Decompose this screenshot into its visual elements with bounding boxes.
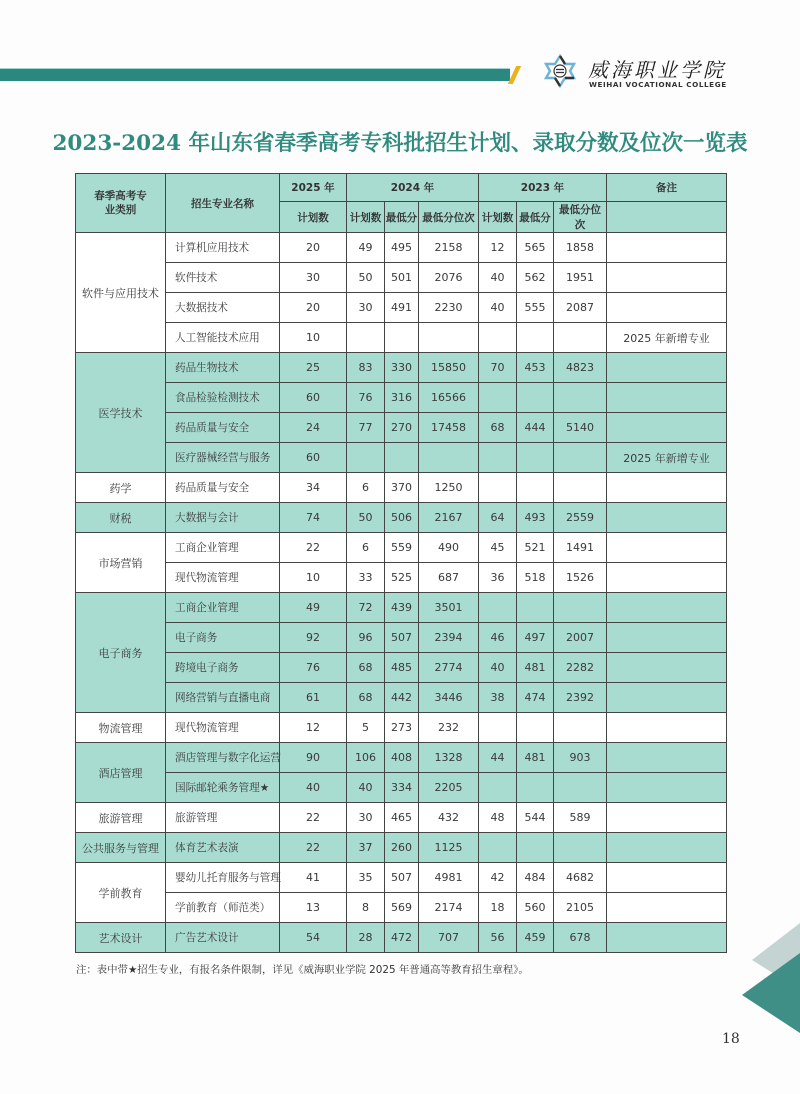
plan-2024-cell: 83 bbox=[347, 353, 385, 383]
min-rank-2023-cell: 678 bbox=[554, 923, 607, 953]
min-score-2023-cell bbox=[517, 473, 554, 503]
major-cell: 医疗器械经营与服务 bbox=[166, 443, 280, 473]
major-cell: 计算机应用技术 bbox=[166, 233, 280, 263]
min-rank-2024-cell: 2076 bbox=[419, 263, 479, 293]
min-rank-2024-cell bbox=[419, 443, 479, 473]
plan-2024-cell: 50 bbox=[347, 263, 385, 293]
min-score-2024-cell: 439 bbox=[385, 593, 419, 623]
header-2024: 2024 年 bbox=[347, 174, 479, 202]
table-row bbox=[76, 743, 727, 773]
min-score-2024-cell: 273 bbox=[385, 713, 419, 743]
plan-2025-cell: 10 bbox=[280, 323, 347, 353]
min-rank-2024-cell: 2205 bbox=[419, 773, 479, 803]
plan-2024-cell: 35 bbox=[347, 863, 385, 893]
plan-2023-cell: 70 bbox=[479, 353, 517, 383]
remark-cell bbox=[607, 593, 727, 623]
logo-english-name: WEIHAI VOCATIONAL COLLEGE bbox=[589, 80, 727, 89]
min-score-2023-cell bbox=[517, 833, 554, 863]
min-rank-2024-cell: 2158 bbox=[419, 233, 479, 263]
plan-2025-cell: 22 bbox=[280, 833, 347, 863]
remark-cell bbox=[607, 743, 727, 773]
plan-2024-cell: 50 bbox=[347, 503, 385, 533]
remark-cell bbox=[607, 623, 727, 653]
plan-2023-cell: 36 bbox=[479, 563, 517, 593]
plan-2024-cell: 37 bbox=[347, 833, 385, 863]
plan-2025-cell: 30 bbox=[280, 263, 347, 293]
plan-2023-cell bbox=[479, 833, 517, 863]
min-rank-2024-cell: 2174 bbox=[419, 893, 479, 923]
major-cell: 药品质量与安全 bbox=[166, 413, 280, 443]
min-rank-2024-cell: 2230 bbox=[419, 293, 479, 323]
college-logo bbox=[543, 52, 733, 92]
plan-2023-cell bbox=[479, 473, 517, 503]
min-rank-2023-cell bbox=[554, 323, 607, 353]
min-rank-2023-cell: 4823 bbox=[554, 353, 607, 383]
remark-cell bbox=[607, 563, 727, 593]
admission-table bbox=[75, 173, 727, 953]
plan-2025-cell: 74 bbox=[280, 503, 347, 533]
category-cell: 药学 bbox=[76, 473, 166, 503]
plan-2024-cell: 68 bbox=[347, 653, 385, 683]
table-row bbox=[76, 893, 727, 923]
min-rank-2024-cell: 687 bbox=[419, 563, 479, 593]
min-rank-2023-cell: 5140 bbox=[554, 413, 607, 443]
min-score-2024-cell: 316 bbox=[385, 383, 419, 413]
plan-2023-cell bbox=[479, 713, 517, 743]
min-rank-2024-cell: 1328 bbox=[419, 743, 479, 773]
plan-2023-cell: 56 bbox=[479, 923, 517, 953]
page-title: 2023-2024 年山东省春季高考专科批招生计划、录取分数及位次一览表 bbox=[52, 131, 748, 156]
major-cell: 酒店管理与数字化运营 bbox=[166, 743, 280, 773]
min-rank-2023-cell: 4682 bbox=[554, 863, 607, 893]
major-cell: 药品生物技术 bbox=[166, 353, 280, 383]
min-rank-2024-cell: 3446 bbox=[419, 683, 479, 713]
min-rank-2024-cell: 2394 bbox=[419, 623, 479, 653]
min-score-2023-cell: 521 bbox=[517, 533, 554, 563]
min-score-2023-cell: 544 bbox=[517, 803, 554, 833]
min-rank-2023-cell: 2392 bbox=[554, 683, 607, 713]
min-score-2023-cell: 481 bbox=[517, 743, 554, 773]
category-cell: 财税 bbox=[76, 503, 166, 533]
min-rank-2024-cell: 2774 bbox=[419, 653, 479, 683]
plan-2024-cell: 72 bbox=[347, 593, 385, 623]
footnote: 注：表中带★招生专业，有报名条件限制，详见《威海职业学院 2025 年普通高等教育招生章程》。 bbox=[76, 964, 529, 976]
table-row bbox=[76, 623, 727, 653]
remark-cell bbox=[607, 293, 727, 323]
remark-cell bbox=[607, 353, 727, 383]
min-rank-2024-cell bbox=[419, 323, 479, 353]
header-remark-sub bbox=[607, 202, 727, 233]
min-rank-2023-cell: 1526 bbox=[554, 563, 607, 593]
plan-2024-cell: 96 bbox=[347, 623, 385, 653]
header-2023-plan: 计划数 bbox=[479, 202, 517, 233]
min-rank-2023-cell bbox=[554, 833, 607, 863]
table-row bbox=[76, 713, 727, 743]
plan-2025-cell: 12 bbox=[280, 713, 347, 743]
min-rank-2023-cell: 2282 bbox=[554, 653, 607, 683]
table-row bbox=[76, 563, 727, 593]
min-rank-2023-cell bbox=[554, 473, 607, 503]
min-score-2023-cell bbox=[517, 443, 554, 473]
major-cell: 体育艺术表演 bbox=[166, 833, 280, 863]
remark-cell bbox=[607, 803, 727, 833]
category-cell: 旅游管理 bbox=[76, 803, 166, 833]
plan-2024-cell: 76 bbox=[347, 383, 385, 413]
table-row bbox=[76, 443, 727, 473]
header-major: 招生专业名称 bbox=[166, 174, 280, 233]
min-score-2024-cell: 370 bbox=[385, 473, 419, 503]
plan-2023-cell: 68 bbox=[479, 413, 517, 443]
min-score-2024-cell bbox=[385, 323, 419, 353]
plan-2023-cell: 64 bbox=[479, 503, 517, 533]
min-score-2023-cell: 453 bbox=[517, 353, 554, 383]
table-row bbox=[76, 293, 727, 323]
table-row bbox=[76, 653, 727, 683]
remark-cell bbox=[607, 773, 727, 803]
min-score-2023-cell: 555 bbox=[517, 293, 554, 323]
header-2024-plan: 计划数 bbox=[347, 202, 385, 233]
min-score-2024-cell: 442 bbox=[385, 683, 419, 713]
min-rank-2023-cell bbox=[554, 593, 607, 623]
min-score-2023-cell bbox=[517, 713, 554, 743]
remark-cell bbox=[607, 533, 727, 563]
min-score-2023-cell bbox=[517, 323, 554, 353]
plan-2024-cell: 8 bbox=[347, 893, 385, 923]
plan-2025-cell: 13 bbox=[280, 893, 347, 923]
plan-2025-cell: 40 bbox=[280, 773, 347, 803]
table-body bbox=[76, 233, 727, 953]
header-2024-min-rank: 最低分位次 bbox=[419, 202, 479, 233]
remark-cell bbox=[607, 683, 727, 713]
table-row bbox=[76, 773, 727, 803]
plan-2023-cell bbox=[479, 443, 517, 473]
min-rank-2023-cell bbox=[554, 443, 607, 473]
min-rank-2024-cell: 1250 bbox=[419, 473, 479, 503]
min-score-2024-cell bbox=[385, 443, 419, 473]
plan-2025-cell: 41 bbox=[280, 863, 347, 893]
remark-cell bbox=[607, 503, 727, 533]
table-row bbox=[76, 383, 727, 413]
plan-2023-cell: 38 bbox=[479, 683, 517, 713]
table-row bbox=[76, 533, 727, 563]
plan-2023-cell: 42 bbox=[479, 863, 517, 893]
major-cell: 学前教育（师范类） bbox=[166, 893, 280, 923]
min-score-2023-cell: 481 bbox=[517, 653, 554, 683]
plan-2024-cell: 33 bbox=[347, 563, 385, 593]
min-rank-2024-cell: 15850 bbox=[419, 353, 479, 383]
min-score-2023-cell: 459 bbox=[517, 923, 554, 953]
remark-cell bbox=[607, 713, 727, 743]
min-score-2024-cell: 260 bbox=[385, 833, 419, 863]
plan-2025-cell: 54 bbox=[280, 923, 347, 953]
plan-2025-cell: 60 bbox=[280, 443, 347, 473]
table-row bbox=[76, 803, 727, 833]
table-row bbox=[76, 503, 727, 533]
min-score-2024-cell: 472 bbox=[385, 923, 419, 953]
min-score-2023-cell: 560 bbox=[517, 893, 554, 923]
remark-cell bbox=[607, 413, 727, 443]
header-2024-min-score: 最低分 bbox=[385, 202, 419, 233]
min-score-2023-cell: 444 bbox=[517, 413, 554, 443]
plan-2023-cell: 44 bbox=[479, 743, 517, 773]
min-score-2023-cell bbox=[517, 773, 554, 803]
plan-2025-cell: 61 bbox=[280, 683, 347, 713]
header-2023: 2023 年 bbox=[479, 174, 607, 202]
min-score-2024-cell: 507 bbox=[385, 623, 419, 653]
plan-2025-cell: 34 bbox=[280, 473, 347, 503]
plan-2025-cell: 76 bbox=[280, 653, 347, 683]
remark-cell bbox=[607, 863, 727, 893]
min-rank-2024-cell: 17458 bbox=[419, 413, 479, 443]
major-cell: 国际邮轮乘务管理★ bbox=[166, 773, 280, 803]
category-cell: 物流管理 bbox=[76, 713, 166, 743]
remark-cell bbox=[607, 923, 727, 953]
min-rank-2023-cell: 1858 bbox=[554, 233, 607, 263]
plan-2024-cell: 40 bbox=[347, 773, 385, 803]
header-2023-min-score: 最低分 bbox=[517, 202, 554, 233]
plan-2024-cell: 30 bbox=[347, 293, 385, 323]
plan-2024-cell: 49 bbox=[347, 233, 385, 263]
major-cell: 广告艺术设计 bbox=[166, 923, 280, 953]
plan-2023-cell: 18 bbox=[479, 893, 517, 923]
remark-cell bbox=[607, 473, 727, 503]
plan-2023-cell: 45 bbox=[479, 533, 517, 563]
plan-2023-cell bbox=[479, 773, 517, 803]
plan-2023-cell bbox=[479, 323, 517, 353]
min-score-2023-cell bbox=[517, 383, 554, 413]
plan-2024-cell: 6 bbox=[347, 473, 385, 503]
plan-2025-cell: 60 bbox=[280, 383, 347, 413]
min-score-2024-cell: 465 bbox=[385, 803, 419, 833]
min-score-2024-cell: 491 bbox=[385, 293, 419, 323]
table-row bbox=[76, 683, 727, 713]
table-row bbox=[76, 353, 727, 383]
min-score-2023-cell: 474 bbox=[517, 683, 554, 713]
major-cell: 工商企业管理 bbox=[166, 533, 280, 563]
min-rank-2024-cell: 2167 bbox=[419, 503, 479, 533]
min-score-2024-cell: 485 bbox=[385, 653, 419, 683]
min-rank-2023-cell: 2007 bbox=[554, 623, 607, 653]
min-score-2024-cell: 525 bbox=[385, 563, 419, 593]
plan-2025-cell: 22 bbox=[280, 803, 347, 833]
header-category: 春季高考专业类别 bbox=[76, 174, 166, 233]
table-row bbox=[76, 923, 727, 953]
min-score-2024-cell: 569 bbox=[385, 893, 419, 923]
table-row bbox=[76, 323, 727, 353]
plan-2025-cell: 25 bbox=[280, 353, 347, 383]
category-cell: 电子商务 bbox=[76, 593, 166, 713]
min-rank-2023-cell: 903 bbox=[554, 743, 607, 773]
header-2025: 2025 年 bbox=[280, 174, 347, 202]
min-score-2023-cell: 562 bbox=[517, 263, 554, 293]
min-rank-2023-cell: 1951 bbox=[554, 263, 607, 293]
header-2025-plan: 计划数 bbox=[280, 202, 347, 233]
major-cell: 现代物流管理 bbox=[166, 563, 280, 593]
header-2023-min-rank: 最低分位次 bbox=[554, 202, 607, 233]
min-rank-2024-cell: 3501 bbox=[419, 593, 479, 623]
plan-2025-cell: 20 bbox=[280, 293, 347, 323]
major-cell: 婴幼儿托育服务与管理 bbox=[166, 863, 280, 893]
min-rank-2024-cell: 16566 bbox=[419, 383, 479, 413]
table-row bbox=[76, 863, 727, 893]
plan-2024-cell: 5 bbox=[347, 713, 385, 743]
remark-cell bbox=[607, 653, 727, 683]
min-rank-2023-cell: 2087 bbox=[554, 293, 607, 323]
category-cell: 学前教育 bbox=[76, 863, 166, 923]
college-emblem-icon bbox=[543, 54, 577, 88]
plan-2025-cell: 90 bbox=[280, 743, 347, 773]
header-bar bbox=[0, 68, 510, 81]
min-rank-2023-cell: 589 bbox=[554, 803, 607, 833]
min-score-2024-cell: 408 bbox=[385, 743, 419, 773]
min-rank-2023-cell bbox=[554, 383, 607, 413]
min-rank-2024-cell: 707 bbox=[419, 923, 479, 953]
major-cell: 跨境电子商务 bbox=[166, 653, 280, 683]
category-cell: 公共服务与管理 bbox=[76, 833, 166, 863]
plan-2023-cell: 40 bbox=[479, 293, 517, 323]
min-score-2024-cell: 495 bbox=[385, 233, 419, 263]
logo-chinese-name: 威海职业学院 bbox=[588, 58, 726, 82]
major-cell: 药品质量与安全 bbox=[166, 473, 280, 503]
plan-2023-cell: 40 bbox=[479, 653, 517, 683]
table-row bbox=[76, 413, 727, 443]
category-cell: 艺术设计 bbox=[76, 923, 166, 953]
table-row bbox=[76, 473, 727, 503]
min-score-2024-cell: 270 bbox=[385, 413, 419, 443]
plan-2025-cell: 20 bbox=[280, 233, 347, 263]
major-cell: 大数据与会计 bbox=[166, 503, 280, 533]
plan-2025-cell: 49 bbox=[280, 593, 347, 623]
plan-2024-cell bbox=[347, 323, 385, 353]
major-cell: 食品检验检测技术 bbox=[166, 383, 280, 413]
min-score-2024-cell: 507 bbox=[385, 863, 419, 893]
min-score-2023-cell: 518 bbox=[517, 563, 554, 593]
min-score-2024-cell: 559 bbox=[385, 533, 419, 563]
min-rank-2024-cell: 232 bbox=[419, 713, 479, 743]
remark-cell bbox=[607, 263, 727, 293]
plan-2024-cell: 28 bbox=[347, 923, 385, 953]
plan-2025-cell: 24 bbox=[280, 413, 347, 443]
major-cell: 旅游管理 bbox=[166, 803, 280, 833]
table-row bbox=[76, 593, 727, 623]
plan-2024-cell: 106 bbox=[347, 743, 385, 773]
min-rank-2024-cell: 1125 bbox=[419, 833, 479, 863]
plan-2025-cell: 92 bbox=[280, 623, 347, 653]
remark-cell: 2025 年新增专业 bbox=[607, 323, 727, 353]
plan-2025-cell: 22 bbox=[280, 533, 347, 563]
plan-2024-cell: 68 bbox=[347, 683, 385, 713]
page-number: 18 bbox=[722, 1031, 740, 1047]
major-cell: 工商企业管理 bbox=[166, 593, 280, 623]
min-rank-2023-cell: 2105 bbox=[554, 893, 607, 923]
min-rank-2023-cell bbox=[554, 773, 607, 803]
min-score-2023-cell bbox=[517, 593, 554, 623]
decorative-triangles bbox=[720, 905, 800, 1035]
plan-2023-cell: 12 bbox=[479, 233, 517, 263]
plan-2024-cell: 6 bbox=[347, 533, 385, 563]
plan-2023-cell: 40 bbox=[479, 263, 517, 293]
remark-cell bbox=[607, 833, 727, 863]
category-cell: 市场营销 bbox=[76, 533, 166, 593]
major-cell: 现代物流管理 bbox=[166, 713, 280, 743]
min-score-2023-cell: 565 bbox=[517, 233, 554, 263]
plan-2023-cell: 48 bbox=[479, 803, 517, 833]
remark-cell bbox=[607, 233, 727, 263]
plan-2025-cell: 10 bbox=[280, 563, 347, 593]
table-row bbox=[76, 233, 727, 263]
table-row bbox=[76, 263, 727, 293]
min-rank-2023-cell bbox=[554, 713, 607, 743]
category-cell: 酒店管理 bbox=[76, 743, 166, 803]
plan-2024-cell: 77 bbox=[347, 413, 385, 443]
min-rank-2023-cell: 2559 bbox=[554, 503, 607, 533]
major-cell: 人工智能技术应用 bbox=[166, 323, 280, 353]
min-score-2024-cell: 506 bbox=[385, 503, 419, 533]
major-cell: 网络营销与直播电商 bbox=[166, 683, 280, 713]
remark-cell: 2025 年新增专业 bbox=[607, 443, 727, 473]
remark-cell bbox=[607, 383, 727, 413]
min-rank-2024-cell: 4981 bbox=[419, 863, 479, 893]
major-cell: 大数据技术 bbox=[166, 293, 280, 323]
remark-cell bbox=[607, 893, 727, 923]
category-cell: 软件与应用技术 bbox=[76, 233, 166, 353]
min-score-2023-cell: 484 bbox=[517, 863, 554, 893]
plan-2023-cell bbox=[479, 383, 517, 413]
min-rank-2024-cell: 490 bbox=[419, 533, 479, 563]
min-score-2024-cell: 334 bbox=[385, 773, 419, 803]
plan-2023-cell bbox=[479, 593, 517, 623]
min-score-2024-cell: 501 bbox=[385, 263, 419, 293]
min-score-2024-cell: 330 bbox=[385, 353, 419, 383]
category-cell: 医学技术 bbox=[76, 353, 166, 473]
plan-2024-cell bbox=[347, 443, 385, 473]
min-rank-2024-cell: 432 bbox=[419, 803, 479, 833]
table-row bbox=[76, 833, 727, 863]
min-score-2023-cell: 497 bbox=[517, 623, 554, 653]
major-cell: 电子商务 bbox=[166, 623, 280, 653]
min-score-2023-cell: 493 bbox=[517, 503, 554, 533]
major-cell: 软件技术 bbox=[166, 263, 280, 293]
plan-2023-cell: 46 bbox=[479, 623, 517, 653]
plan-2024-cell: 30 bbox=[347, 803, 385, 833]
header-remark: 备注 bbox=[607, 174, 727, 202]
min-rank-2023-cell: 1491 bbox=[554, 533, 607, 563]
